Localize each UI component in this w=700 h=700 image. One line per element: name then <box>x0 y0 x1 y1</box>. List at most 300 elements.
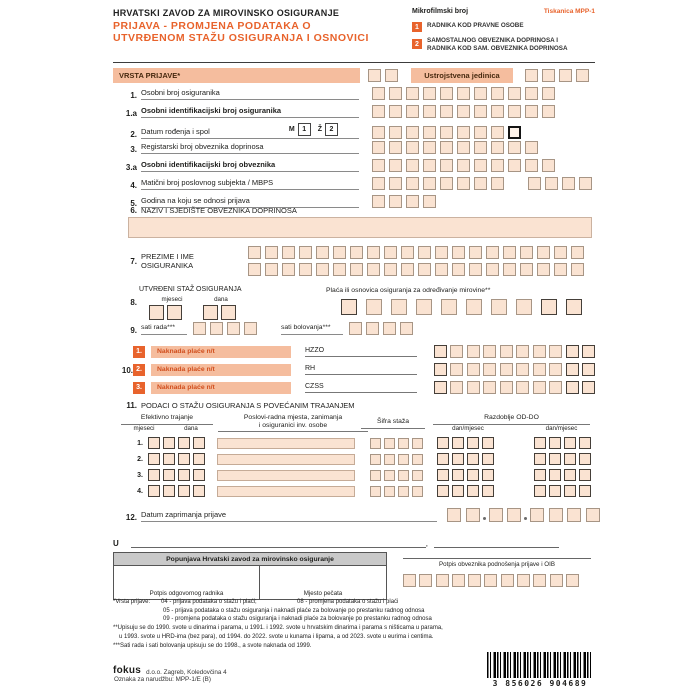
input-cell[interactable] <box>457 141 470 154</box>
input-cell[interactable] <box>366 322 379 335</box>
input-cell[interactable] <box>549 381 562 394</box>
input-cell[interactable] <box>440 87 453 100</box>
input-cell[interactable] <box>571 246 584 259</box>
field-label: PREZIME I IME OSIGURANIKA <box>141 252 194 270</box>
col-days: dana <box>184 425 198 432</box>
col-daymonth-to: dan/mjesec <box>545 425 578 432</box>
input-cell[interactable] <box>412 438 423 449</box>
input-cell[interactable] <box>503 263 516 276</box>
input-cell[interactable] <box>508 87 521 100</box>
input-cell[interactable] <box>486 263 499 276</box>
input-cell[interactable] <box>491 299 507 315</box>
input-cell[interactable] <box>457 87 470 100</box>
input-cell[interactable] <box>533 363 546 376</box>
input-cell[interactable] <box>406 159 419 172</box>
col-code: Šifra staža <box>361 418 425 429</box>
input-cell[interactable] <box>372 177 385 190</box>
input-cell[interactable] <box>489 508 503 522</box>
input-cell[interactable] <box>452 453 464 465</box>
input-cell[interactable] <box>484 574 497 587</box>
input-cell[interactable] <box>533 574 546 587</box>
input-cell[interactable] <box>468 574 481 587</box>
input-cell[interactable] <box>368 69 381 82</box>
input-cell[interactable] <box>534 453 546 465</box>
form-content <box>113 0 595 700</box>
input-cell[interactable] <box>579 469 591 481</box>
input-cell[interactable] <box>316 263 329 276</box>
input-cell[interactable] <box>178 453 190 465</box>
place-label: U <box>113 539 119 548</box>
name-cells-row2 <box>248 263 584 276</box>
office-box-title: Popunjava Hrvatski zavod za mirovinsko osiguranje <box>114 553 386 566</box>
input-cell[interactable] <box>486 246 499 259</box>
input-cell[interactable] <box>385 69 398 82</box>
input-cell[interactable] <box>299 263 312 276</box>
input-cell[interactable] <box>554 246 567 259</box>
input-cell[interactable] <box>416 299 432 315</box>
input-cell[interactable] <box>579 453 591 465</box>
input-cell[interactable] <box>474 177 487 190</box>
input-cell[interactable] <box>434 345 447 358</box>
input-cell[interactable] <box>525 141 538 154</box>
input-cell[interactable] <box>562 177 575 190</box>
input-cell[interactable] <box>542 159 555 172</box>
input-cell[interactable] <box>333 246 346 259</box>
place-write-line[interactable] <box>131 538 429 548</box>
input-cell[interactable] <box>372 141 385 154</box>
input-cell[interactable] <box>299 246 312 259</box>
input-cell[interactable] <box>440 159 453 172</box>
field-row-1 <box>113 87 555 100</box>
input-cell[interactable] <box>579 485 591 497</box>
input-cell[interactable] <box>372 105 385 118</box>
input-cell[interactable] <box>412 486 423 497</box>
input-cell[interactable] <box>403 574 416 587</box>
naknada-3-label: Naknada plaće n/t <box>151 382 291 394</box>
input-cell[interactable] <box>423 105 436 118</box>
input-cell[interactable] <box>534 437 546 449</box>
input-cell[interactable] <box>389 141 402 154</box>
input-cell[interactable] <box>384 263 397 276</box>
input-cell[interactable] <box>437 437 449 449</box>
input-cell[interactable] <box>398 470 409 481</box>
gender-female-checkbox[interactable]: 2 <box>325 123 338 136</box>
birthdate-cells <box>372 126 521 139</box>
input-cell[interactable] <box>500 363 513 376</box>
duration-cells <box>148 437 205 449</box>
input-cell[interactable] <box>564 437 576 449</box>
input-cell[interactable] <box>474 105 487 118</box>
input-cell[interactable] <box>406 126 419 139</box>
input-cell[interactable] <box>491 159 504 172</box>
input-cell[interactable] <box>482 469 494 481</box>
input-cell[interactable] <box>423 126 436 139</box>
input-cell[interactable] <box>520 263 533 276</box>
input-cell[interactable] <box>508 105 521 118</box>
input-cell[interactable] <box>193 322 206 335</box>
signature-clerk-label: Potpis odgovornog radnika <box>149 590 224 597</box>
gender-male-label: M <box>288 125 295 133</box>
input-cell[interactable] <box>401 246 414 259</box>
input-cell[interactable] <box>148 485 160 497</box>
input-cell[interactable] <box>508 141 521 154</box>
input-cell[interactable] <box>567 508 581 522</box>
jobs-input-bar[interactable] <box>217 454 355 465</box>
input-cell[interactable] <box>530 508 544 522</box>
footnote-line-6: ***Sati rada i sati bolovanja upisuju se do 1998., a svote naknada od 1999. <box>113 642 312 649</box>
input-cell[interactable] <box>349 322 362 335</box>
input-cell[interactable] <box>467 469 479 481</box>
footnote-line-5: u 1993. svote u HRD-ima (bez para), od 1994. do 2022. svote u kunama i lipama, a od 2023. svote u eurima i centima. <box>119 633 434 640</box>
input-cell[interactable] <box>203 305 218 320</box>
input-cell[interactable] <box>370 438 381 449</box>
input-cell[interactable] <box>210 322 223 335</box>
input-cell[interactable] <box>483 363 496 376</box>
input-cell[interactable] <box>457 159 470 172</box>
input-cell[interactable] <box>452 574 465 587</box>
input-cell[interactable] <box>534 469 546 481</box>
input-cell[interactable] <box>542 69 555 82</box>
input-cell[interactable] <box>474 159 487 172</box>
input-cell[interactable] <box>423 87 436 100</box>
input-cell[interactable] <box>549 345 562 358</box>
input-cell[interactable] <box>508 159 521 172</box>
input-cell[interactable] <box>537 263 550 276</box>
input-cell[interactable] <box>483 345 496 358</box>
input-cell[interactable] <box>366 299 382 315</box>
salary-cents-cells <box>541 299 582 315</box>
input-cell[interactable] <box>469 246 482 259</box>
input-cell[interactable] <box>248 263 261 276</box>
input-cell[interactable] <box>383 322 396 335</box>
input-cell[interactable] <box>554 263 567 276</box>
input-cell[interactable] <box>467 453 479 465</box>
field-row-9 <box>113 322 413 335</box>
input-cell[interactable] <box>423 159 436 172</box>
input-cell[interactable] <box>389 105 402 118</box>
input-cell[interactable] <box>244 322 257 335</box>
input-cell[interactable] <box>491 177 504 190</box>
input-cell[interactable] <box>178 437 190 449</box>
input-cell[interactable] <box>582 363 595 376</box>
input-cell[interactable] <box>391 299 407 315</box>
input-cell[interactable] <box>566 381 579 394</box>
input-cell[interactable] <box>398 438 409 449</box>
input-cell[interactable] <box>508 126 521 139</box>
printer-address: d.o.o. Zagreb, Koledovčina 4 <box>146 668 227 676</box>
input-cell[interactable] <box>316 246 329 259</box>
salary-mid-cells <box>366 299 532 315</box>
input-cell[interactable] <box>406 195 419 208</box>
input-cell[interactable] <box>436 574 449 587</box>
jobs-input-bar[interactable] <box>217 486 355 497</box>
input-cell[interactable] <box>571 263 584 276</box>
input-cell[interactable] <box>435 246 448 259</box>
input-cell[interactable] <box>467 485 479 497</box>
input-cell[interactable] <box>148 437 160 449</box>
input-cell[interactable] <box>520 246 533 259</box>
input-cell[interactable] <box>406 87 419 100</box>
input-cell[interactable] <box>372 159 385 172</box>
input-cell[interactable] <box>193 453 205 465</box>
input-cell[interactable] <box>491 141 504 154</box>
input-cell[interactable] <box>534 485 546 497</box>
input-cell[interactable] <box>566 299 582 315</box>
input-cell[interactable] <box>582 345 595 358</box>
input-cell[interactable] <box>406 177 419 190</box>
naknada-row-3 <box>133 381 595 394</box>
input-cell[interactable] <box>503 246 516 259</box>
input-cell[interactable] <box>467 381 480 394</box>
input-cell[interactable] <box>533 381 546 394</box>
input-cell[interactable] <box>517 574 530 587</box>
input-cell[interactable] <box>457 177 470 190</box>
input-cell[interactable] <box>474 141 487 154</box>
gender-code-cell <box>508 126 521 139</box>
input-cell[interactable] <box>370 470 381 481</box>
input-cell[interactable] <box>483 381 496 394</box>
input-cell[interactable] <box>467 437 479 449</box>
input-cell[interactable] <box>525 159 538 172</box>
input-cell[interactable] <box>564 453 576 465</box>
input-cell[interactable] <box>533 345 546 358</box>
input-cell[interactable] <box>412 470 423 481</box>
input-cell[interactable] <box>466 299 482 315</box>
jobs-input-bar[interactable] <box>217 438 355 449</box>
input-cell[interactable] <box>564 485 576 497</box>
input-cell[interactable] <box>516 345 529 358</box>
input-cell[interactable] <box>467 345 480 358</box>
input-cell[interactable] <box>418 246 431 259</box>
naziv-input-area[interactable] <box>128 217 592 238</box>
input-cell[interactable] <box>367 246 380 259</box>
input-cell[interactable] <box>248 246 261 259</box>
input-cell[interactable] <box>549 508 563 522</box>
input-cell[interactable] <box>500 345 513 358</box>
input-cell[interactable] <box>457 126 470 139</box>
input-cell[interactable] <box>193 469 205 481</box>
input-cell[interactable] <box>549 485 561 497</box>
input-cell[interactable] <box>148 453 160 465</box>
input-cell[interactable] <box>516 363 529 376</box>
input-cell[interactable] <box>227 322 240 335</box>
input-cell[interactable] <box>193 437 205 449</box>
input-cell[interactable] <box>398 454 409 465</box>
input-cell[interactable] <box>406 105 419 118</box>
input-cell[interactable] <box>564 469 576 481</box>
input-cell[interactable] <box>447 508 461 522</box>
input-cell[interactable] <box>491 126 504 139</box>
input-cell[interactable] <box>372 126 385 139</box>
input-cell[interactable] <box>389 177 402 190</box>
input-cell[interactable] <box>525 105 538 118</box>
input-cell[interactable] <box>467 363 480 376</box>
input-cell[interactable] <box>350 246 363 259</box>
input-cell[interactable] <box>452 469 464 481</box>
input-cell[interactable] <box>370 454 381 465</box>
input-cell[interactable] <box>148 469 160 481</box>
input-cell[interactable] <box>579 177 592 190</box>
input-cell[interactable] <box>265 263 278 276</box>
input-cell[interactable] <box>423 195 436 208</box>
input-cell[interactable] <box>434 381 447 394</box>
input-cell[interactable] <box>389 159 402 172</box>
input-cell[interactable] <box>372 195 385 208</box>
input-cell[interactable] <box>450 363 463 376</box>
input-cell[interactable] <box>401 263 414 276</box>
input-cell[interactable] <box>437 453 449 465</box>
input-cell[interactable] <box>566 574 579 587</box>
input-cell[interactable] <box>549 469 561 481</box>
input-cell[interactable] <box>163 485 175 497</box>
input-cell[interactable] <box>440 177 453 190</box>
input-cell[interactable] <box>265 246 278 259</box>
input-cell[interactable] <box>423 177 436 190</box>
input-cell[interactable] <box>582 381 595 394</box>
input-cell[interactable] <box>542 87 555 100</box>
input-cell[interactable] <box>469 263 482 276</box>
input-cell[interactable] <box>482 485 494 497</box>
input-cell[interactable] <box>434 363 447 376</box>
input-cell[interactable] <box>500 381 513 394</box>
input-cell[interactable] <box>491 105 504 118</box>
input-cell[interactable] <box>549 437 561 449</box>
footnote-1b: 08 - promjena podataka o stažu i plaći <box>297 599 399 605</box>
input-cell[interactable] <box>193 485 205 497</box>
input-cell[interactable] <box>437 485 449 497</box>
godina-cells <box>372 195 436 208</box>
input-cell[interactable] <box>452 246 465 259</box>
input-cell[interactable] <box>457 105 470 118</box>
input-cell[interactable] <box>550 574 563 587</box>
input-cell[interactable] <box>384 438 395 449</box>
input-cell[interactable] <box>389 126 402 139</box>
input-cell[interactable] <box>566 363 579 376</box>
input-cell[interactable] <box>367 263 380 276</box>
input-cell[interactable] <box>418 263 431 276</box>
input-cell[interactable] <box>501 574 514 587</box>
field-num: 5. <box>130 199 137 208</box>
months-label: mjeseci <box>161 296 183 303</box>
input-cell[interactable] <box>450 345 463 358</box>
input-cell[interactable] <box>435 263 448 276</box>
input-cell[interactable] <box>579 437 591 449</box>
input-cell[interactable] <box>440 126 453 139</box>
input-cell[interactable] <box>163 437 175 449</box>
input-cell[interactable] <box>400 322 413 335</box>
input-cell[interactable] <box>528 177 541 190</box>
input-cell[interactable] <box>163 469 175 481</box>
input-cell[interactable] <box>441 299 457 315</box>
input-cell[interactable] <box>525 69 538 82</box>
input-cell[interactable] <box>389 87 402 100</box>
field-row-10 <box>113 345 595 394</box>
input-cell[interactable] <box>549 453 561 465</box>
input-cell[interactable] <box>559 69 572 82</box>
input-cell[interactable] <box>419 574 432 587</box>
input-cell[interactable] <box>452 437 464 449</box>
input-cell[interactable] <box>482 437 494 449</box>
gender-male-checkbox[interactable]: 1 <box>298 123 311 136</box>
type-1-label: RADNIKA KOD PRAVNE OSOBE <box>427 22 524 29</box>
input-cell[interactable] <box>178 469 190 481</box>
input-cell[interactable] <box>350 263 363 276</box>
input-cell[interactable] <box>474 87 487 100</box>
date-separator-dot <box>524 517 527 520</box>
input-cell[interactable] <box>507 508 521 522</box>
input-cell[interactable] <box>549 363 562 376</box>
input-cell[interactable] <box>372 87 385 100</box>
code-cells <box>370 438 423 449</box>
code-cells <box>370 470 423 481</box>
input-cell[interactable] <box>221 305 236 320</box>
input-cell[interactable] <box>389 195 402 208</box>
input-cell[interactable] <box>516 381 529 394</box>
input-cell[interactable] <box>516 299 532 315</box>
input-cell[interactable] <box>341 299 357 315</box>
date-write-line[interactable] <box>434 538 559 548</box>
input-cell[interactable] <box>440 105 453 118</box>
input-cell[interactable] <box>406 141 419 154</box>
period-from-cells <box>437 437 494 449</box>
ustrojstvena-cells <box>525 69 589 82</box>
input-cell[interactable] <box>525 87 538 100</box>
input-cell[interactable] <box>412 454 423 465</box>
input-cell[interactable] <box>474 126 487 139</box>
input-cell[interactable] <box>440 141 453 154</box>
input-cell[interactable] <box>545 177 558 190</box>
input-cell[interactable] <box>466 508 480 522</box>
naknada-2-label: Naknada plaće n/t <box>151 364 291 376</box>
input-cell[interactable] <box>542 105 555 118</box>
input-cell[interactable] <box>384 486 395 497</box>
office-box <box>113 552 387 600</box>
input-cell[interactable] <box>149 305 164 320</box>
jobs-input-bar[interactable] <box>217 470 355 481</box>
input-cell[interactable] <box>282 263 295 276</box>
input-cell[interactable] <box>384 470 395 481</box>
input-cell[interactable] <box>541 299 557 315</box>
work-hours-label: sati rada*** <box>141 324 187 335</box>
input-cell[interactable] <box>482 453 494 465</box>
header-right <box>412 8 595 52</box>
input-cell[interactable] <box>384 246 397 259</box>
field-row-12 <box>113 508 600 522</box>
input-cell[interactable] <box>167 305 182 320</box>
input-cell[interactable] <box>576 69 589 82</box>
input-cell[interactable] <box>398 486 409 497</box>
input-cell[interactable] <box>384 454 395 465</box>
input-cell[interactable] <box>537 246 550 259</box>
input-cell[interactable] <box>333 263 346 276</box>
input-cell[interactable] <box>450 381 463 394</box>
col-months: mjeseci <box>133 425 155 432</box>
input-cell[interactable] <box>163 453 175 465</box>
input-cell[interactable] <box>178 485 190 497</box>
input-cell[interactable] <box>586 508 600 522</box>
input-cell[interactable] <box>423 141 436 154</box>
input-cell[interactable] <box>491 87 504 100</box>
input-cell[interactable] <box>452 485 464 497</box>
payer-signature-block <box>403 558 591 587</box>
input-cell[interactable] <box>437 469 449 481</box>
type-2-badge: 2 <box>412 39 422 49</box>
period-from-cells <box>437 469 494 481</box>
input-cell[interactable] <box>282 246 295 259</box>
input-cell[interactable] <box>452 263 465 276</box>
input-cell[interactable] <box>566 345 579 358</box>
input-cell[interactable] <box>370 486 381 497</box>
